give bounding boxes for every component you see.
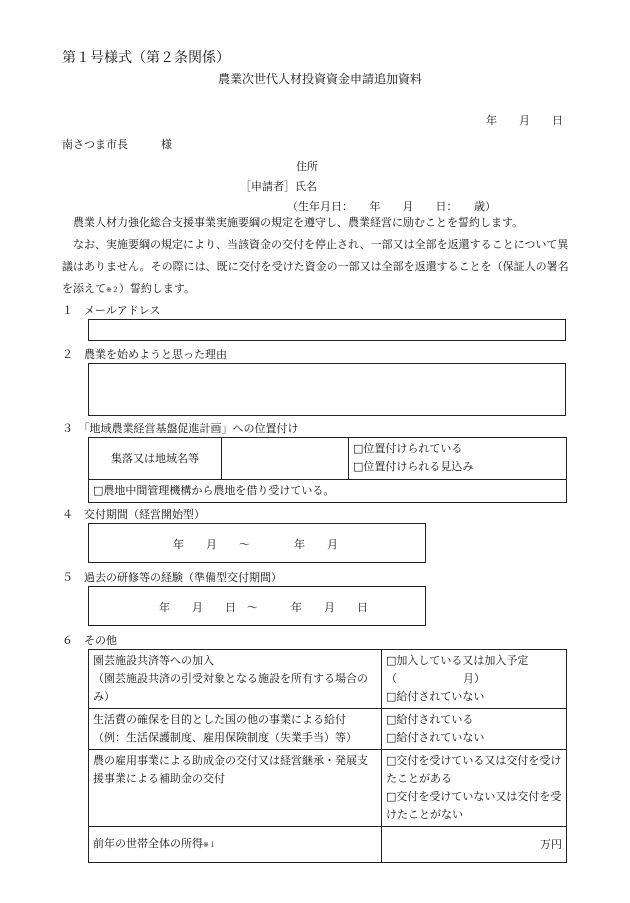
applicant-role xyxy=(240,178,317,194)
section-6-label: その他 xyxy=(84,634,117,647)
employment-subsidy-option-no[interactable]: □交付を受けていない又は交付を受けたことがない xyxy=(386,790,562,821)
section-3-table xyxy=(88,437,567,503)
section-5-heading xyxy=(62,569,282,585)
insurance-options-cell xyxy=(382,650,567,709)
employment-subsidy-label: 農の雇用事業による助成金の交付又は経営継承・発展支援事業による補助金の交付 xyxy=(93,754,368,785)
living-benefit-example: （例：生活保護制度、雇用保険制度（失業手当）等） xyxy=(93,731,357,744)
section-5-number: ５ xyxy=(62,571,73,584)
area-input-cell[interactable] xyxy=(222,438,349,480)
living-benefit-option-yes[interactable]: □給付されている xyxy=(386,713,474,726)
household-income-label: 前年の世帯全体の所得 xyxy=(93,837,203,850)
address-label: 住所 xyxy=(296,160,318,173)
household-income-unit: 万円 xyxy=(540,837,562,851)
insurance-cell xyxy=(89,650,382,709)
section-6-table xyxy=(88,649,567,863)
lease-checkbox-label[interactable]: □農地中間管理機構から農地を借り受けている。 xyxy=(93,484,335,497)
pledge-paragraph-2 xyxy=(62,234,572,301)
section-2-number: ２ xyxy=(62,348,73,361)
addressee: 南さつま市長 様 xyxy=(62,138,172,151)
section-5-label: 過去の研修等の経験（準備型交付期間） xyxy=(84,571,282,584)
section-3-heading xyxy=(62,420,299,436)
living-benefit-label: 生活費の確保を目的とした国の他の事業による給付 xyxy=(93,713,346,726)
option-positioned[interactable]: □位置付けられている xyxy=(353,442,463,455)
employment-subsidy-options-cell xyxy=(382,750,567,827)
living-benefit-option-no[interactable]: □給付されていない xyxy=(386,731,485,744)
section-1-heading xyxy=(62,302,160,318)
section-1-number: １ xyxy=(62,304,73,317)
area-label-cell xyxy=(89,438,222,480)
training-period-text: 年 月 日 ～ 年 月 日 xyxy=(159,601,368,614)
form-number: 第１号様式（第２条関係） xyxy=(62,50,230,66)
section-6-heading xyxy=(62,632,117,648)
insurance-option-none[interactable]: □給付されていない xyxy=(386,690,485,703)
section-4-number: ４ xyxy=(62,508,73,521)
pledge-text-b: ）誓約します。 xyxy=(118,282,195,295)
section-2-heading xyxy=(62,346,227,362)
section-3-label: 「地域農業経営基盤促進計画」への位置付け xyxy=(84,422,299,435)
living-benefit-options-cell xyxy=(382,709,567,750)
section-1-label: メールアドレス xyxy=(84,304,161,317)
area-label: 集落又は地域名等 xyxy=(111,451,199,465)
date-line: 年 月 日 xyxy=(486,114,563,127)
document-title: 農業次世代人材投資資金申請追加資料 xyxy=(218,72,423,86)
insurance-option-joined[interactable]: □加入している又は加入予定 xyxy=(386,654,529,667)
birth-line: （生年月日： 年 月 日： 歳） xyxy=(287,200,496,213)
insurance-month[interactable]: （ 月） xyxy=(386,672,485,685)
section-4-label: 交付期間（経営開始型） xyxy=(84,508,205,521)
employment-subsidy-cell xyxy=(89,750,382,827)
grant-period-box[interactable] xyxy=(88,523,426,563)
pledge-text-a: なお、実施要綱の規定により、当該資金の交付を停止され、一部又は全部を返還することについて異議はありません。その際には、既に交付を受けた資金の一部又は全部を返還することを（保証人の署名を添えて xyxy=(62,238,569,295)
section-3-number: ３ xyxy=(62,422,73,435)
section-6-number: ６ xyxy=(62,634,73,647)
reason-input-box[interactable] xyxy=(88,363,566,416)
section-4-heading xyxy=(62,506,205,522)
grant-period-text: 年 月 ～ 年 月 xyxy=(173,538,338,551)
positioning-options-cell xyxy=(349,438,567,480)
lease-cell xyxy=(89,480,567,503)
pledge-note: ※２ xyxy=(106,286,119,294)
option-expected[interactable]: □位置付けられる見込み xyxy=(353,460,474,473)
insurance-label: 園芸施設共済等への加入 xyxy=(93,654,214,667)
role-label: ［申請者］ xyxy=(240,180,295,193)
insurance-note: （園芸施設共済の引受対象となる施設を所有する場合のみ） xyxy=(93,672,368,703)
household-income-note: ※１ xyxy=(203,841,216,849)
household-income-value-cell[interactable] xyxy=(382,827,567,863)
email-input-box[interactable] xyxy=(88,319,566,341)
section-2-label: 農業を始めようと思った理由 xyxy=(84,348,227,361)
living-benefit-cell xyxy=(89,709,382,750)
training-period-box[interactable] xyxy=(88,586,426,626)
employment-subsidy-option-yes[interactable]: □交付を受けている又は交付を受けたことがある xyxy=(386,754,562,785)
name-label: 氏名 xyxy=(295,180,317,193)
pledge-paragraph-1: 農業人材力強化総合支援事業実施要綱の規定を遵守し、農業経営に励むことを誓約します。 xyxy=(62,216,524,229)
household-income-cell xyxy=(89,827,382,863)
